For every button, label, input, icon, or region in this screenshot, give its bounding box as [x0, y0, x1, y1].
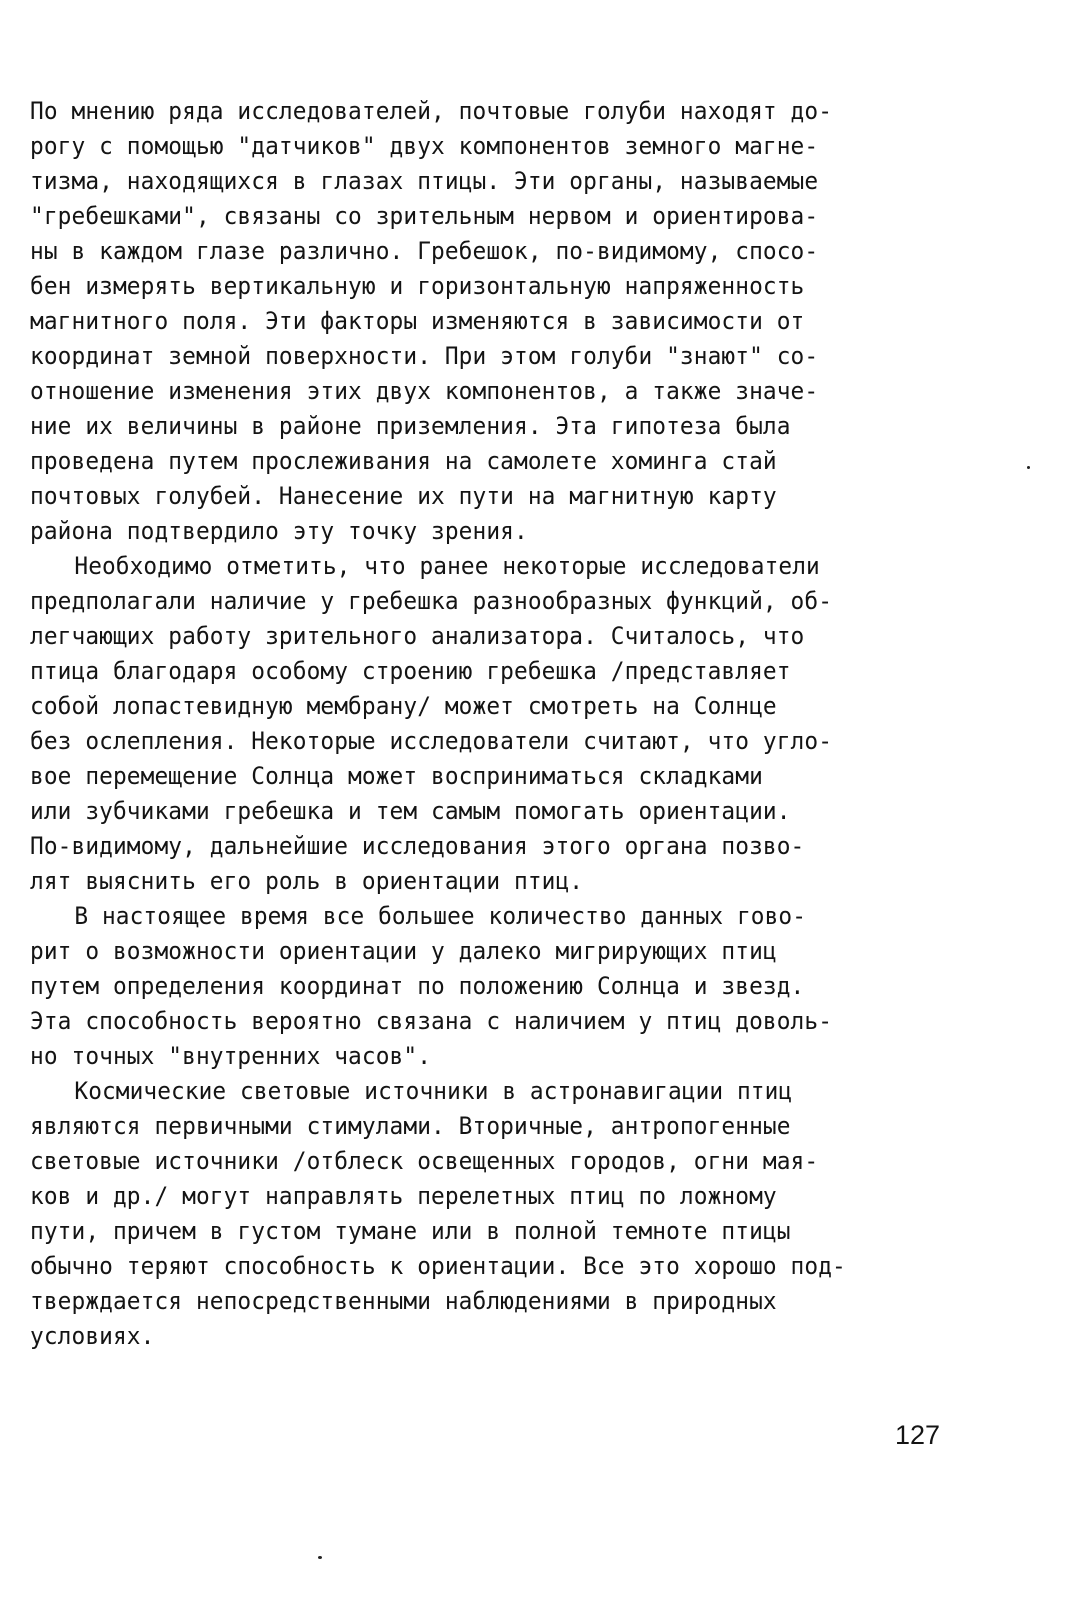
text-line: В настоящее время все большее количество данных гово-: [74, 902, 807, 930]
text-line: района подтвердило эту точку зрения.: [30, 517, 528, 545]
scan-speck: [1027, 466, 1030, 469]
text-line: Космические световые источники в астронавигации птиц: [74, 1077, 793, 1105]
paragraph: [30, 549, 990, 899]
text-line: лят выяснить его роль в ориентации птиц.: [30, 867, 584, 895]
text-line: являются первичными стимулами. Вторичные, антропогенные: [30, 1112, 791, 1140]
text-line: Эта способность вероятно связана с наличием у птиц доволь-: [30, 1007, 833, 1035]
text-line: отношение изменения этих двух компонентов, а также значе-: [30, 377, 819, 405]
text-line: условиях.: [30, 1322, 155, 1350]
text-line: проведена путем прослеживания на самолете хоминга стай: [30, 447, 777, 475]
text-line: почтовых голубей. Нанесение их пути на магнитную карту: [30, 482, 777, 510]
scan-speck: [318, 1556, 322, 1559]
paragraph: [30, 1074, 990, 1354]
text-line: предполагали наличие у гребешка разнообразных функций, об-: [30, 587, 833, 615]
text-line: Необходимо отметить, что ранее некоторые исследователи: [74, 552, 820, 580]
paragraph: [30, 899, 990, 1074]
text-line: легчающих работу зрительного анализатора. Считалось, что: [30, 622, 805, 650]
text-line: "гребешками", связаны со зрительным нервом и ориентирова-: [30, 202, 819, 230]
text-line: но точных "внутренних часов".: [30, 1042, 432, 1070]
text-line: обычно теряют способность к ориентации. Все это хорошо под-: [30, 1252, 846, 1280]
text-line: путем определения координат по положению Солнца и звезд.: [30, 972, 805, 1000]
text-line: По-видимому, дальнейшие исследования этого органа позво-: [30, 832, 805, 860]
text-line: световые источники /отблеск освещенных городов, огни мая-: [30, 1147, 819, 1175]
text-line: координат земной поверхности. При этом голуби "знают" со-: [30, 342, 819, 370]
body-text: [30, 94, 990, 1354]
text-line: птица благодаря особому строению гребешка /представляет: [30, 657, 791, 685]
text-line: без ослепления. Некоторые исследователи считают, что угло-: [30, 727, 833, 755]
text-line: бен измерять вертикальную и горизонтальную напряженность: [30, 272, 805, 300]
page-number: 127: [895, 1420, 941, 1450]
text-line: ние их величины в районе приземления. Эта гипотеза была: [30, 412, 791, 440]
paragraph: [30, 94, 990, 549]
text-line: рит о возможности ориентации у далеко мигрирующих птиц: [30, 937, 777, 965]
text-line: тизма, находящихся в глазах птицы. Эти органы, называемые: [30, 167, 819, 195]
text-line: ков и др./ могут направлять перелетных птиц по ложному: [30, 1182, 777, 1210]
text-line: ны в каждом глазе различно. Гребешок, по-видимому, спосо-: [30, 237, 819, 265]
text-line: вое перемещение Солнца может восприниматься складками: [30, 762, 763, 790]
text-line: тверждается непосредственными наблюдениями в природных: [30, 1287, 777, 1315]
text-line: рогу с помощью "датчиков" двух компонентов земного магне-: [30, 132, 819, 160]
text-line: По мнению ряда исследователей, почтовые голуби находят до-: [30, 97, 833, 125]
text-line: пути, причем в густом тумане или в полной темноте птицы: [30, 1217, 791, 1245]
text-line: собой лопастевидную мембрану/ может смотреть на Солнце: [30, 692, 777, 720]
text-line: магнитного поля. Эти факторы изменяются в зависимости от: [30, 307, 805, 335]
text-line: или зубчиками гребешка и тем самым помогать ориентации.: [30, 797, 791, 825]
